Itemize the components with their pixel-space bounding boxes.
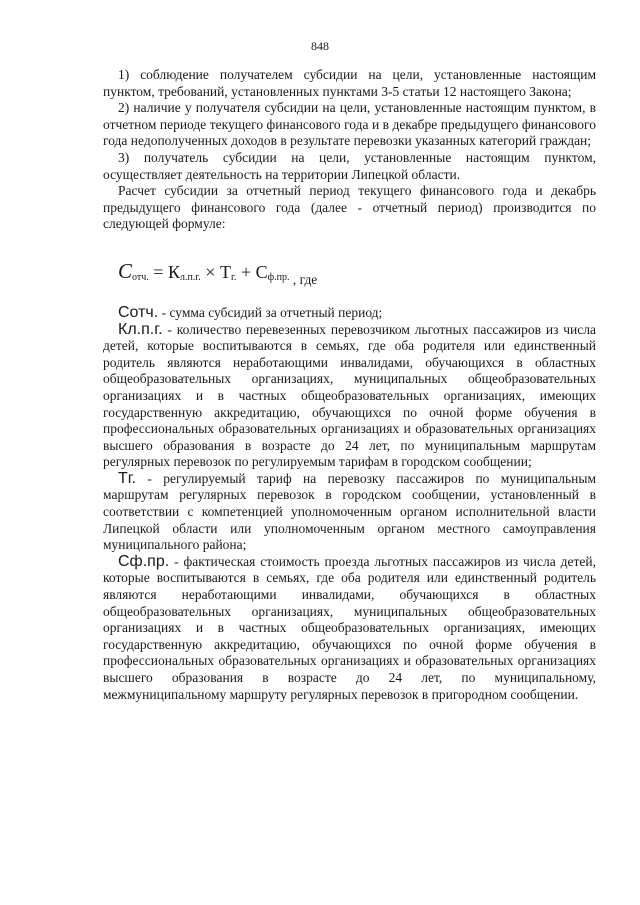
definition-text: - регулируемый тариф на перевозку пассажиров по муниципальным маршрутам регулярных перевозок в городском сообщении, установленный в соответствии с компетенцией уполномоченным органом исполнительной власти Липецкой области или уполномоченным органом местного самоуправления муниципального района; (103, 470, 596, 553)
formula-c-symbol: С (118, 258, 133, 283)
formula-c-subscript: отч. (132, 271, 149, 283)
formula-f-subscript: ф.пр. (267, 271, 290, 283)
page-number: 848 (311, 39, 329, 53)
formula-suffix: , где (289, 271, 318, 287)
formula-equals: = (148, 261, 168, 282)
definition-c-fpr (103, 554, 596, 703)
definition-text: - фактическая стоимость проезда льготных пассажиров из числа детей, которые воспитываются в семьях, где оба родителя или единственный родитель являются неработающими инвалидами, обучающихся в областных общеобразовательных организациях, муниципальных общеобразовательных организациях и в частных общеобразовательных организациях, имеющих государственную аккредитацию, обучающихся по очной форме обучения в профессиональных образовательных организациях и образовательных организациях высшего образования в возрасте до 24 лет, по муниципальному, межмуниципальному маршруту регулярных перевозок в пригородном сообщении. (103, 553, 596, 702)
definition-k-lpg (103, 322, 596, 471)
definition-c-otch (103, 305, 596, 322)
formula-k-subscript: л.п.г. (179, 271, 201, 283)
paragraph-calculation-intro: Расчет субсидии за отчетный период текущего финансового года и декабрь предыдущего финансового года (далее - отчетный период) производится по следующей формуле: (103, 183, 596, 232)
paragraph-condition-1: 1) соблюдение получателем субсидии на цели, установленные настоящим пунктом, требований, установленных пунктами 3-5 статьи 12 настоящего Закона; (103, 67, 596, 99)
definition-symbol: Кл.п.г. (118, 320, 163, 338)
paragraph-condition-2: 2) наличие у получателя субсидии на цели, установленные настоящим пунктом, в отчетном периоде текущего финансового года и в декабре предыдущего финансового года недополученных доходов в результате перевозки указанных категорий граждан; (103, 100, 596, 149)
body-text (103, 67, 596, 703)
formula-times: × (200, 261, 220, 282)
subsidy-formula (118, 257, 596, 285)
paragraph-condition-3: 3) получатель субсидии на цели, установленные настоящим пунктом, осуществляет деятельность на территории Липецкой области. (103, 149, 596, 182)
definition-t-g (103, 471, 596, 554)
definition-symbol: Сф.пр. (118, 552, 170, 570)
formula-t-symbol: Т (219, 261, 231, 282)
formula-k-symbol: К (167, 261, 180, 282)
definition-text: - количество перевезенных перевозчиком льготных пассажиров из числа детей, которые воспитываются в семьях, где оба родителя или единственный родитель являются неработающими инвалидами, обучающихся в областных общеобразовательных организациях, муниципальных общеобразовательных организациях и в частных общеобразовательных организациях, имеющих государственную аккредитацию, обучающихся по очной форме обучения в профессиональных образовательных организациях и образовательных организациях высшего образования в возрасте до 24 лет, по муниципальным маршрутам регулярных перевозок по регулируемым тарифам в городском сообщении; (103, 321, 596, 470)
formula-t-subscript: г. (230, 271, 237, 283)
formula-plus: + (236, 261, 256, 282)
definition-text: - сумма субсидий за отчетный период; (158, 304, 383, 320)
definition-symbol: Сотч. (118, 303, 159, 321)
formula-f-symbol: С (255, 261, 268, 282)
definition-symbol: Тг. (118, 469, 137, 487)
